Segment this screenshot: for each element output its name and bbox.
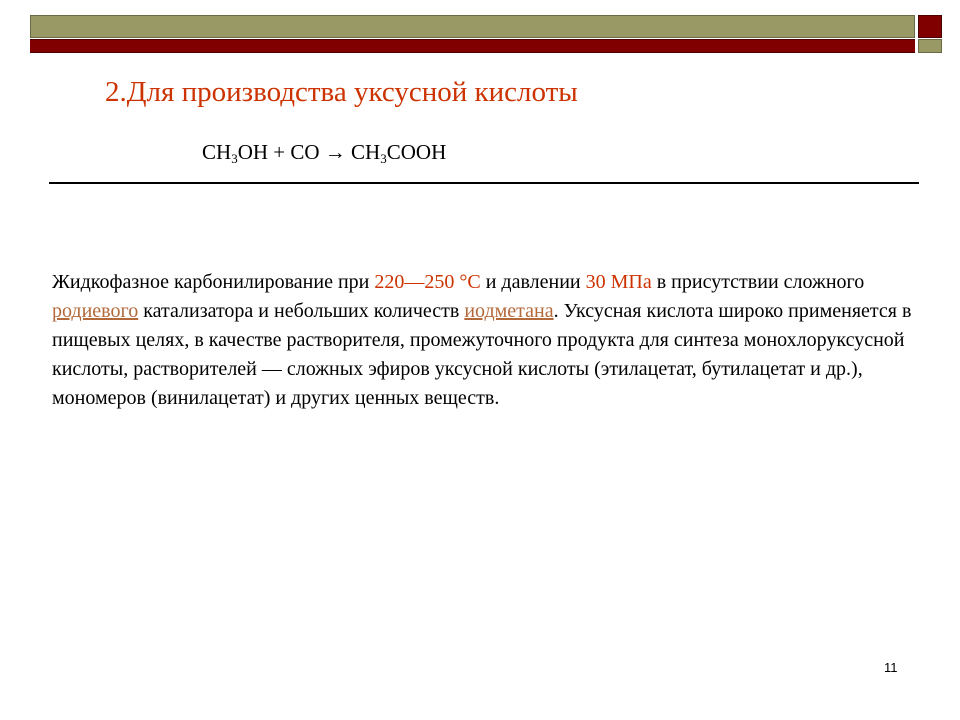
formula-arrow: → bbox=[324, 140, 346, 164]
body-paragraph bbox=[52, 268, 912, 413]
header-corner-olive bbox=[918, 39, 942, 53]
iodomethane-link[interactable]: иодметана bbox=[464, 300, 554, 322]
formula-product-rest: COOH bbox=[386, 140, 447, 164]
formula-reactant-base: CH bbox=[202, 140, 232, 164]
slide-title: 2.Для производства уксусной кислоты bbox=[105, 76, 578, 108]
header-bar-olive bbox=[30, 15, 915, 38]
chemical-equation bbox=[202, 140, 446, 165]
body-text-segment: катализатора и небольших количеств bbox=[138, 300, 465, 322]
horizontal-divider bbox=[49, 182, 919, 184]
rhodium-link[interactable]: родиевого bbox=[52, 300, 139, 322]
formula-product-subscript: 3 bbox=[380, 151, 387, 166]
body-text-segment: . Уксусная кислота широко применяется в пищевых целях, в качестве растворителя, промежуточного продукта для синтеза монохлоруксусной кислоты, растворителей — сложных эфиров уксусной кислоты (этилацетат, бутилацетат и др.), мономеров (винилацетат) и других ценных веществ. bbox=[52, 300, 912, 409]
temperature-value: 220—250 °С bbox=[374, 271, 481, 293]
body-text-segment: в присутствии сложного bbox=[651, 271, 865, 293]
header-corner-maroon bbox=[918, 15, 942, 38]
formula-reactant-subscript: 3 bbox=[231, 151, 238, 166]
body-text-segment: Жидкофазное карбонилирование при bbox=[52, 271, 375, 293]
body-text-segment: и давлении bbox=[480, 271, 586, 293]
formula-reactant-rest: OH + CO bbox=[237, 140, 325, 164]
pressure-value: 30 МПа bbox=[585, 271, 652, 293]
header-bar-maroon bbox=[30, 39, 915, 53]
formula-product-base: CH bbox=[345, 140, 381, 164]
slide-number: 11 bbox=[884, 660, 898, 675]
